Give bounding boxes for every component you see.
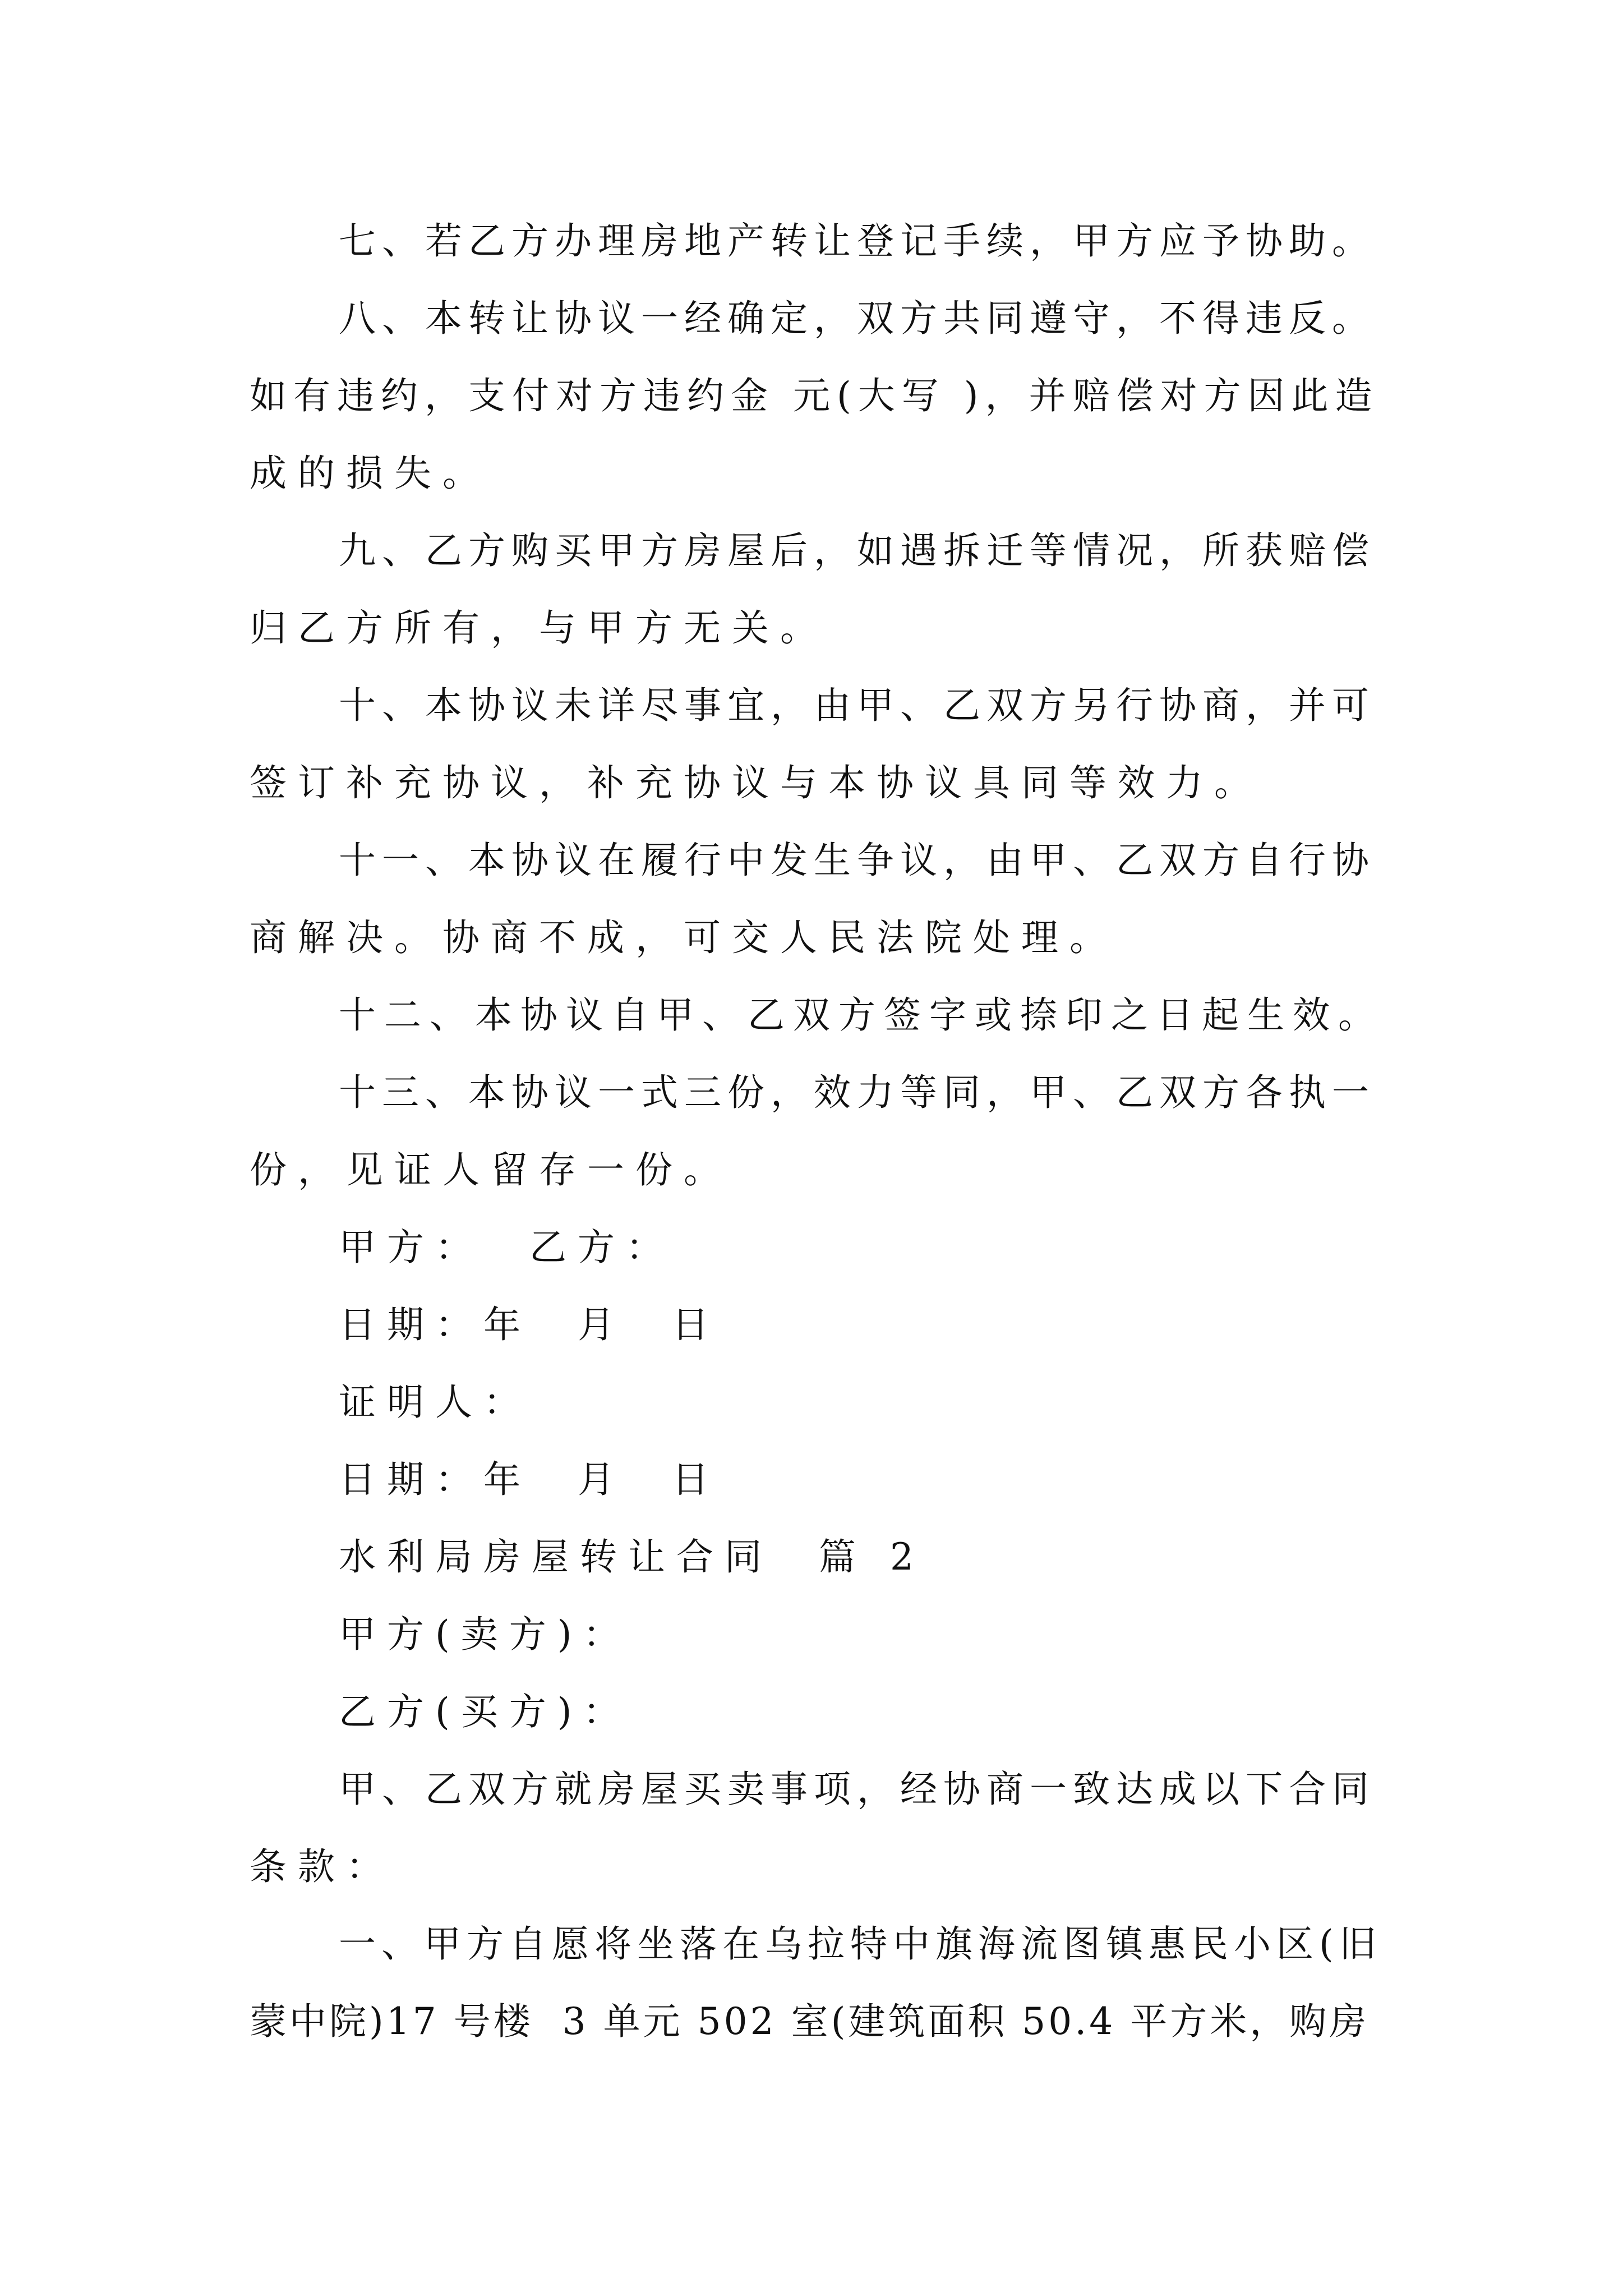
clause-11-line-1: 十一、本协议在履行中发生争议，由甲、乙双方自行协	[339, 839, 1375, 882]
clause-10-line-1: 十、本协议未详尽事宜，由甲、乙双方另行协商，并可	[339, 684, 1375, 727]
witness-label: 证明人：	[339, 1381, 532, 1424]
clause-1-line-1: 一、甲方自愿将坐落在乌拉特中旗海流图镇惠民小区(旧	[339, 1922, 1382, 1966]
clause-9-line-1: 九、乙方购买甲方房屋后，如遇拆迁等情况，所获赔偿	[339, 529, 1375, 572]
signature-date-2: 日期：年 月 日	[339, 1458, 720, 1501]
clause-8-line-1: 八、本转让协议一经确定，双方共同遵守，不得违反。	[339, 297, 1375, 340]
clause-8-line-2: 如有违约，支付对方违约金 元(大写 )，并赔偿对方因此造	[250, 374, 1379, 417]
party-a-seller: 甲方(卖方)：	[339, 1613, 631, 1656]
intro-line-1: 甲、乙双方就房屋买卖事项，经协商一致达成以下合同	[339, 1768, 1375, 1811]
intro-line-2: 条款：	[250, 1845, 394, 1888]
signature-date-1: 日期：年 月 日	[339, 1303, 720, 1346]
clause-1-line-2: 蒙中院)17 号楼 3 单元 502 室(建筑面积 50.4 平方米，购房	[250, 2000, 1370, 2043]
signature-parties: 甲方： 乙方：	[339, 1226, 674, 1269]
clause-13-line-1: 十三、本协议一式三份，效力等同，甲、乙双方各执一	[339, 1071, 1375, 1114]
clause-11-line-2: 商解决。协商不成，可交人民法院处理。	[250, 916, 1118, 959]
clause-8-line-3: 成的损失。	[250, 452, 491, 495]
clause-12-line: 十二、本协议自甲、乙双方签字或捺印之日起生效。	[339, 993, 1384, 1037]
clause-13-line-2: 份，见证人留存一份。	[250, 1148, 732, 1191]
clause-7-line: 七、若乙方办理房地产转让登记手续，甲方应予协助。	[339, 219, 1375, 263]
clause-10-line-2: 签订补充协议，补充协议与本协议具同等效力。	[250, 761, 1262, 804]
party-b-buyer: 乙方(买方)：	[339, 1690, 631, 1733]
clause-9-line-2: 归乙方所有，与甲方无关。	[250, 606, 828, 650]
section-heading: 水利局房屋转让合同 篇 2	[339, 1535, 925, 1579]
